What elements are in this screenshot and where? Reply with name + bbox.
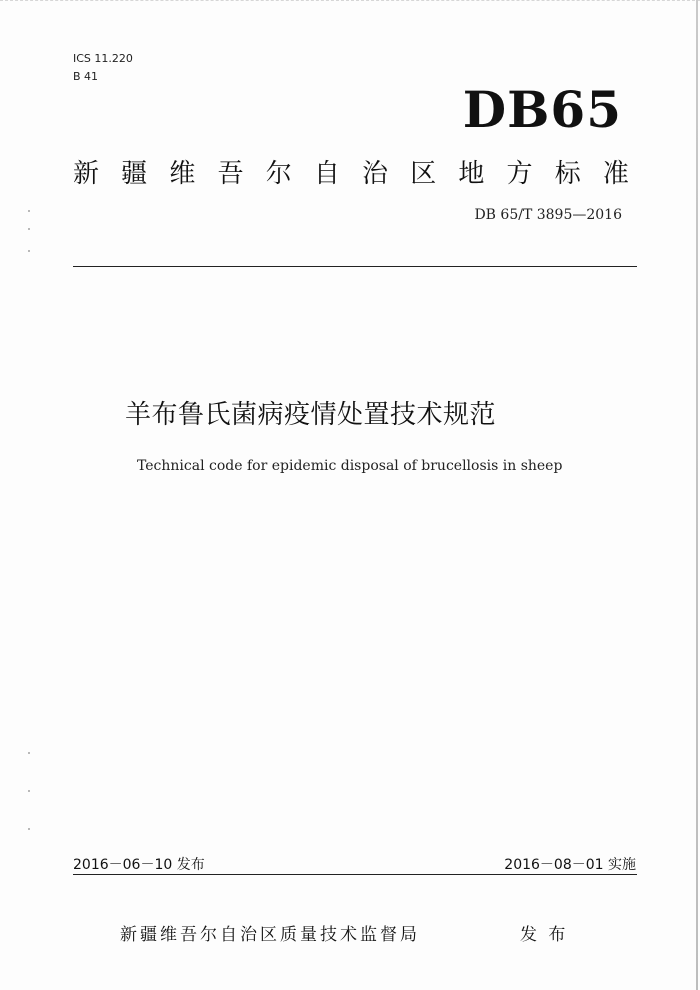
- scan-speck: [28, 228, 30, 230]
- org-char: 尔: [265, 159, 292, 189]
- organization-title: [73, 153, 629, 190]
- header-divider: [73, 266, 637, 267]
- issue-date: 2016－06－10 发布: [73, 857, 205, 873]
- scan-speck: [28, 828, 30, 830]
- standard-code: DB 65/T 3895—2016: [474, 207, 622, 223]
- org-char: 疆: [121, 159, 148, 189]
- scan-speck: [28, 790, 30, 792]
- document-title-chinese: 羊布鲁氏菌病疫情处置技术规范: [125, 400, 497, 430]
- org-char: 准: [602, 159, 629, 189]
- org-char: 区: [410, 159, 437, 189]
- db65-logo: DB65: [462, 80, 622, 139]
- publish-label: 发 布: [520, 925, 569, 945]
- org-char: 治: [362, 159, 389, 189]
- org-char: 方: [506, 159, 533, 189]
- org-char: 自: [313, 159, 340, 189]
- scan-speck: [28, 210, 30, 212]
- implementation-date: 2016－08－01 实施: [504, 857, 636, 873]
- scan-speck: [28, 250, 30, 252]
- scan-right-edge: [696, 0, 698, 990]
- org-char: 吾: [217, 159, 244, 189]
- issuing-authority: 新疆维吾尔自治区质量技术监督局: [120, 925, 420, 945]
- classification-code: B 41: [73, 70, 99, 83]
- scan-top-edge: [0, 0, 700, 5]
- org-char: 维: [169, 159, 196, 189]
- footer-divider: [73, 874, 637, 875]
- org-char: 标: [554, 159, 581, 189]
- scan-speck: [28, 752, 30, 754]
- ics-code: ICS 11.220: [73, 52, 133, 65]
- org-char: 地: [458, 159, 485, 189]
- document-title-english: Technical code for epidemic disposal of brucellosis in sheep: [137, 458, 563, 474]
- org-char: 新: [73, 159, 100, 189]
